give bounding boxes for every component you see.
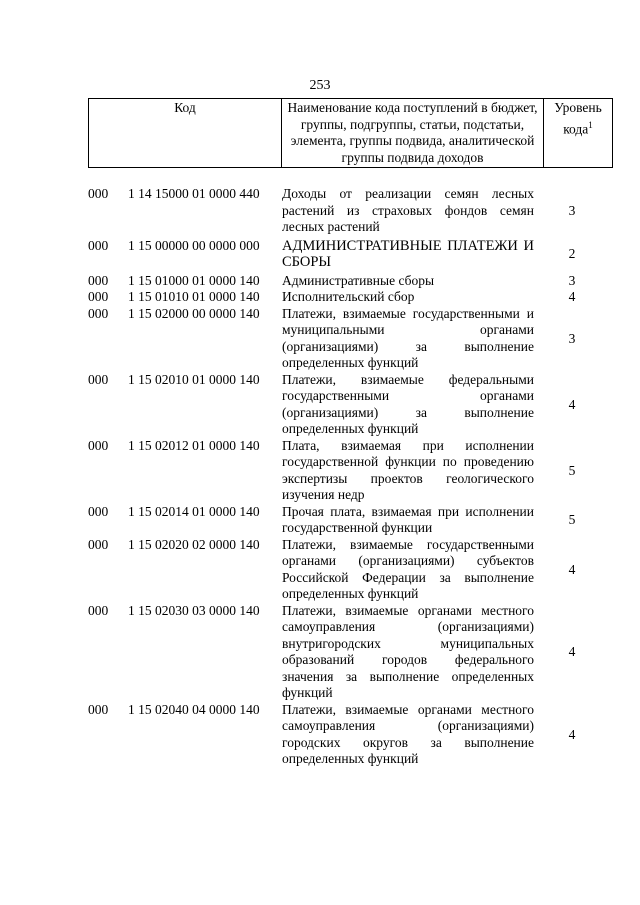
table-row [0,537,640,603]
row-prefix: 000 [88,503,109,519]
row-level: 5 [568,462,576,478]
row-level: 4 [568,726,576,742]
row-code: 1 15 02040 04 0000 140 [128,701,260,717]
row-level: 3 [568,330,576,346]
row-code: 1 14 15000 01 0000 440 [128,186,260,201]
page-number: 253 [309,78,331,93]
table-row [0,273,640,290]
header-code: Код [89,99,282,168]
row-prefix: 000 [88,272,109,288]
row-name: Исполнительский сбор [282,289,415,304]
row-prefix: 000 [88,536,109,552]
footnote-marker: 1 [588,119,593,130]
row-prefix: 000 [88,186,109,201]
row-prefix: 000 [88,237,109,253]
table-header [88,98,613,168]
row-level: 4 [568,643,576,659]
row-code: 1 15 02020 02 0000 140 [128,536,260,552]
row-name: Платежи, взимаемые государственными органами (организациями) субъектов Российской Федерации за выполнение определенных функций [282,536,534,601]
row-name: Платежи, взимаемые органами местного самоуправления (организациями) городских округов за выполнение определенных функций [282,701,534,766]
row-prefix: 000 [88,289,109,304]
row-code: 1 15 00000 00 0000 000 [128,237,260,253]
row-code: 1 15 02014 01 0000 140 [128,503,260,519]
row-level: 4 [568,396,576,412]
row-name: АДМИНИСТРАТИВНЫЕ ПЛАТЕЖИ И СБОРЫ [282,237,534,270]
table-row [0,289,640,306]
row-name: Доходы от реализации семян лесных растений из страховых фондов семян лесных растений [282,186,534,234]
row-code: 1 15 01000 01 0000 140 [128,272,260,288]
row-level: 4 [568,561,576,577]
header-level-label: Уровень кода [554,100,602,136]
row-name: Административные сборы [282,272,435,288]
table-row [0,438,640,504]
row-code: 1 15 01010 01 0000 140 [128,289,260,304]
row-level: 3 [568,272,576,288]
row-prefix: 000 [88,437,109,453]
row-prefix: 000 [88,701,109,717]
header-level [544,99,613,168]
row-name: Платежи, взимаемые органами местного самоуправления (организациями) внутригородских муниципальных образований городов федерального значения за выполнение определенных функций [282,602,534,700]
row-level: 3 [568,202,576,218]
row-name: Платежи, взимаемые государственными и муниципальными органами (организациями) за выполнение определенных функций [282,305,534,370]
row-code: 1 15 02000 00 0000 140 [128,305,260,321]
row-level: 4 [568,289,576,304]
table-row [0,186,640,236]
row-code: 1 15 02030 03 0000 140 [128,602,260,618]
row-prefix: 000 [88,371,109,387]
row-code: 1 15 02012 01 0000 140 [128,437,260,453]
header-name: Наименование кода поступлений в бюджет, группы, подгруппы, статьи, подстатьи, элемента, группы подвида, аналитической группы подвида доходов [282,99,544,168]
revenue-code-list [0,186,640,768]
row-code: 1 15 02010 01 0000 140 [128,371,260,387]
table-row [0,306,640,372]
table-row [0,603,640,702]
row-name: Платежи, взимаемые федеральными государственными органами (организациями) за выполнение определенных функций [282,371,534,436]
row-prefix: 000 [88,305,109,321]
row-prefix: 000 [88,602,109,618]
row-level: 2 [568,245,576,261]
table-row [0,504,640,537]
table-row [0,372,640,438]
table-row [0,702,640,768]
row-level: 5 [568,511,576,527]
table-row [0,238,640,271]
row-name: Плата, взимаемая при исполнении государственной функции по проведению экспертизы проектов геологического изучения недр [282,437,534,502]
row-name: Прочая плата, взимаемая при исполнении государственной функции [282,503,534,535]
